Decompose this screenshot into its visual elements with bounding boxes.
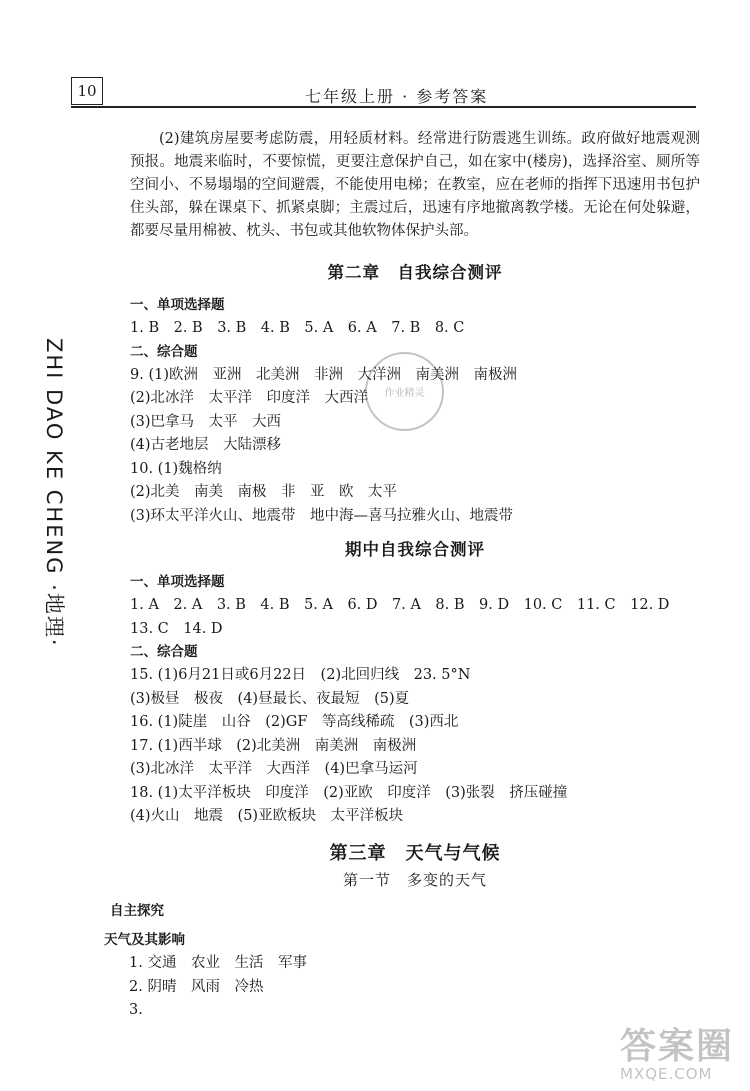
chapter2-heading: 第二章 自我综合测评 [327, 263, 503, 282]
midterm-line: (4)火山 地震 (5)亚欧板块 太平洋板块 [130, 808, 404, 824]
header-rule [71, 106, 696, 108]
midterm-line: (3)北冰洋 太平洋 大西洋 (4)巴拿马运河 [130, 761, 418, 777]
chapter2-section2-label: 二、综合题 [130, 343, 198, 360]
corner-watermark [620, 1018, 750, 1088]
midterm-section1-label: 一、单项选择题 [130, 574, 225, 590]
midterm-line: 15. (1)6月21日或6月22日 (2)北回归线 23. 5°N [130, 667, 471, 683]
chapter3-line: 2. 阴晴 风雨 冷热 [129, 978, 264, 995]
chapter2-section1-label: 一、单项选择题 [130, 297, 225, 313]
midterm-line: 16. (1)陡崖 山谷 (2)GF 等高线稀疏 (3)西北 [130, 714, 459, 730]
chapter2-line: 10. (1)魏格纳 [130, 460, 222, 477]
chapter3-line: 3. [129, 1002, 143, 1018]
sidebar-vertical-title [42, 338, 90, 728]
midterm-section1-answers: 1. A 2. A 3. B 4. B 5. A 6. D 7. A 8. B 9. D 10. C 11. C 12. D 13. C 14. D [130, 597, 684, 637]
chapter2-line: 9. (1)欧洲 亚洲 北美洲 非洲 大洋洲 南美洲 南极洲 [130, 366, 517, 383]
chapter2-line: (2)北冰洋 太平洋 印度洋 大西洋 [130, 390, 369, 406]
stamp-watermark-text: 作业精灵 [384, 388, 425, 399]
chapter3-block [104, 900, 664, 1023]
midterm-line: 17. (1)西半球 (2)北美洲 南美洲 南极洲 [130, 737, 417, 754]
self-study-label: 自主探究 [110, 903, 164, 919]
sidebar-text: ZHI DAO KE CHENG ·地理· [42, 338, 66, 648]
header-title: 七年级上册 · 参考答案 [305, 87, 489, 106]
chapter3-heading: 第三章 天气与气候 [329, 842, 501, 864]
chapter2-section1-answers: 1. B 2. B 3. B 4. B 5. A 6. A 7. B 8. C [130, 320, 465, 336]
chapter2-line: (3)巴拿马 太平 大西 [130, 413, 282, 430]
chapter2-line: (3)环太平洋火山、地震带 地中海—喜马拉雅火山、地震带 [130, 507, 514, 524]
intro-paragraph: (2)建筑房屋要考虑防震，用轻质材料。经常进行防震逃生训练。政府做好地震观测预报。地震来临时，不要惊慌，更要注意保护自己，如在家中(楼房)，选择浴室、厕所等空间小、不易塌塌的空间避震，不能使用电梯；在教室，应在老师的指挥下迅速用书包护住头部，躲在课桌下、抓紧桌脚；主震过后，迅速有序地撤离教学楼。无论在何处躲避，都要尽量用棉被、枕头、书包或其他软物体保护头部。 [130, 131, 700, 239]
chapter3-subheading: 第一节 多变的天气 [342, 870, 487, 889]
corner-watermark-small: MXQE.COM [620, 1065, 713, 1083]
chapter2-line: (2)北美 南美 南极 非 亚 欧 太平 [130, 484, 398, 500]
answer-content [130, 128, 700, 890]
midterm-section2-label: 二、综合题 [130, 644, 198, 660]
corner-watermark-big: 答案圈 [620, 1026, 735, 1067]
chapter3-line: 1. 交通 农业 生活 军事 [129, 955, 307, 971]
weather-topic-label: 天气及其影响 [104, 932, 185, 948]
midterm-line: (3)极昼 极夜 (4)昼最长、夜最短 (5)夏 [130, 690, 410, 707]
midterm-heading: 期中自我综合测评 [345, 540, 485, 559]
midterm-line: 18. (1)太平洋板块 印度洋 (2)亚欧 印度洋 (3)张裂 挤压碰撞 [130, 784, 568, 801]
chapter2-line: (4)古老地层 大陆漂移 [130, 437, 282, 453]
page-number: 10 [71, 77, 103, 105]
